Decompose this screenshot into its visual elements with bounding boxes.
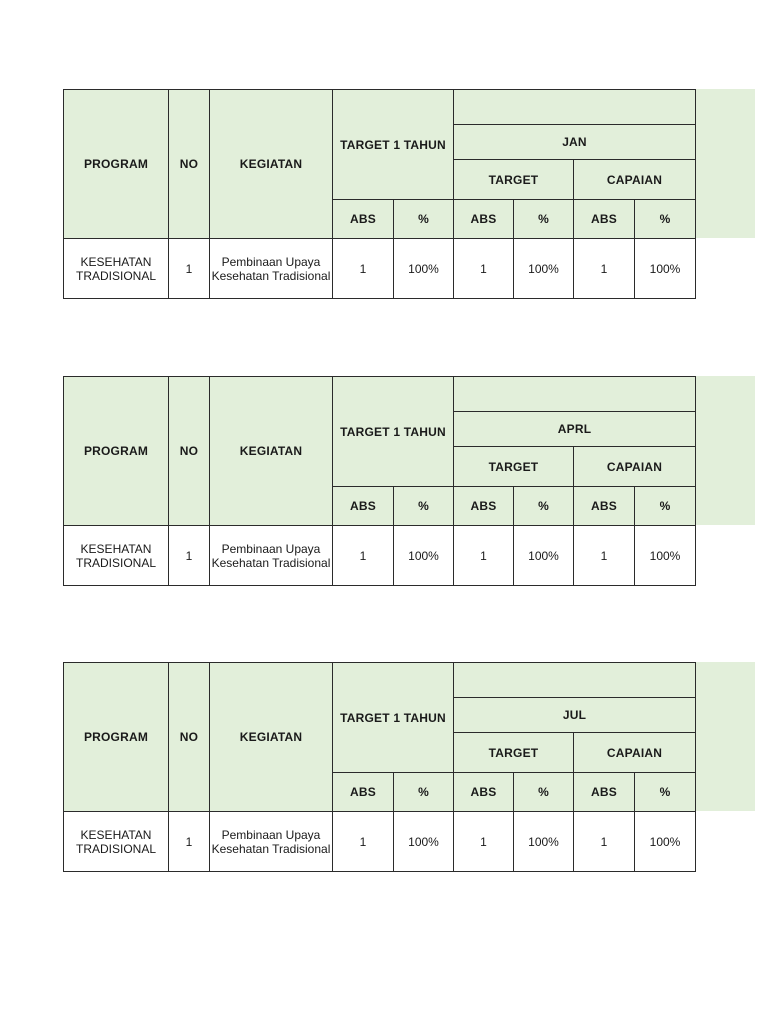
cell-year-percent: 100%	[394, 239, 454, 299]
cell-year-percent: 100%	[394, 812, 454, 872]
header-percent: %	[635, 200, 696, 239]
header-fill-extension	[695, 662, 755, 811]
report-table	[63, 89, 696, 299]
report-table	[63, 662, 696, 872]
header-month: JAN	[454, 125, 696, 160]
header-target-1-tahun: TARGET 1 TAHUN	[333, 663, 454, 773]
cell-capaian-abs: 1	[574, 526, 635, 586]
cell-no: 1	[169, 526, 210, 586]
cell-target-abs: 1	[454, 239, 514, 299]
cell-no: 1	[169, 812, 210, 872]
header-no: NO	[169, 663, 210, 812]
cell-target-percent: 100%	[514, 526, 574, 586]
cell-capaian-abs: 1	[574, 812, 635, 872]
cell-program: KESEHATAN TRADISIONAL	[64, 812, 169, 872]
report-table-aprl	[63, 376, 755, 587]
header-no: NO	[169, 377, 210, 526]
header-target: TARGET	[454, 447, 574, 487]
cell-kegiatan: Pembinaan Upaya Kesehatan Tradisional	[210, 526, 333, 586]
header-target-1-tahun: TARGET 1 TAHUN	[333, 377, 454, 487]
header-percent: %	[635, 773, 696, 812]
header-target: TARGET	[454, 733, 574, 773]
header-percent: %	[514, 773, 574, 812]
header-percent: %	[635, 487, 696, 526]
header-abs: ABS	[574, 487, 635, 526]
header-abs: ABS	[454, 487, 514, 526]
header-percent: %	[394, 200, 454, 239]
cell-program: KESEHATAN TRADISIONAL	[64, 526, 169, 586]
cell-capaian-percent: 100%	[635, 812, 696, 872]
header-month: APRL	[454, 412, 696, 447]
header-abs: ABS	[333, 200, 394, 239]
cell-target-percent: 100%	[514, 812, 574, 872]
table-row	[64, 812, 696, 872]
cell-target-abs: 1	[454, 526, 514, 586]
header-abs: ABS	[574, 773, 635, 812]
report-table	[63, 376, 696, 586]
cell-year-percent: 100%	[394, 526, 454, 586]
header-percent: %	[514, 200, 574, 239]
cell-kegiatan: Pembinaan Upaya Kesehatan Tradisional	[210, 239, 333, 299]
report-table-jul	[63, 662, 755, 873]
cell-year-abs: 1	[333, 526, 394, 586]
cell-target-percent: 100%	[514, 239, 574, 299]
header-no: NO	[169, 90, 210, 239]
header-kegiatan: KEGIATAN	[210, 377, 333, 526]
cell-capaian-abs: 1	[574, 239, 635, 299]
header-capaian: CAPAIAN	[574, 733, 696, 773]
header-fill-extension	[695, 376, 755, 525]
header-fill-extension	[695, 89, 755, 238]
header-abs: ABS	[333, 773, 394, 812]
header-abs: ABS	[574, 200, 635, 239]
header-percent: %	[394, 773, 454, 812]
header-percent: %	[394, 487, 454, 526]
header-capaian: CAPAIAN	[574, 160, 696, 200]
header-top-empty	[454, 663, 696, 698]
report-table-jan	[63, 89, 755, 300]
header-percent: %	[514, 487, 574, 526]
table-row	[64, 239, 696, 299]
header-target-1-tahun: TARGET 1 TAHUN	[333, 90, 454, 200]
header-abs: ABS	[454, 200, 514, 239]
header-program: PROGRAM	[64, 663, 169, 812]
header-capaian: CAPAIAN	[574, 447, 696, 487]
header-top-empty	[454, 377, 696, 412]
cell-year-abs: 1	[333, 812, 394, 872]
cell-no: 1	[169, 239, 210, 299]
table-row	[64, 526, 696, 586]
header-abs: ABS	[454, 773, 514, 812]
header-month: JUL	[454, 698, 696, 733]
header-kegiatan: KEGIATAN	[210, 90, 333, 239]
header-program: PROGRAM	[64, 90, 169, 239]
cell-capaian-percent: 100%	[635, 239, 696, 299]
cell-program: KESEHATAN TRADISIONAL	[64, 239, 169, 299]
cell-kegiatan: Pembinaan Upaya Kesehatan Tradisional	[210, 812, 333, 872]
header-program: PROGRAM	[64, 377, 169, 526]
cell-year-abs: 1	[333, 239, 394, 299]
header-top-empty	[454, 90, 696, 125]
header-kegiatan: KEGIATAN	[210, 663, 333, 812]
cell-target-abs: 1	[454, 812, 514, 872]
header-target: TARGET	[454, 160, 574, 200]
header-abs: ABS	[333, 487, 394, 526]
cell-capaian-percent: 100%	[635, 526, 696, 586]
